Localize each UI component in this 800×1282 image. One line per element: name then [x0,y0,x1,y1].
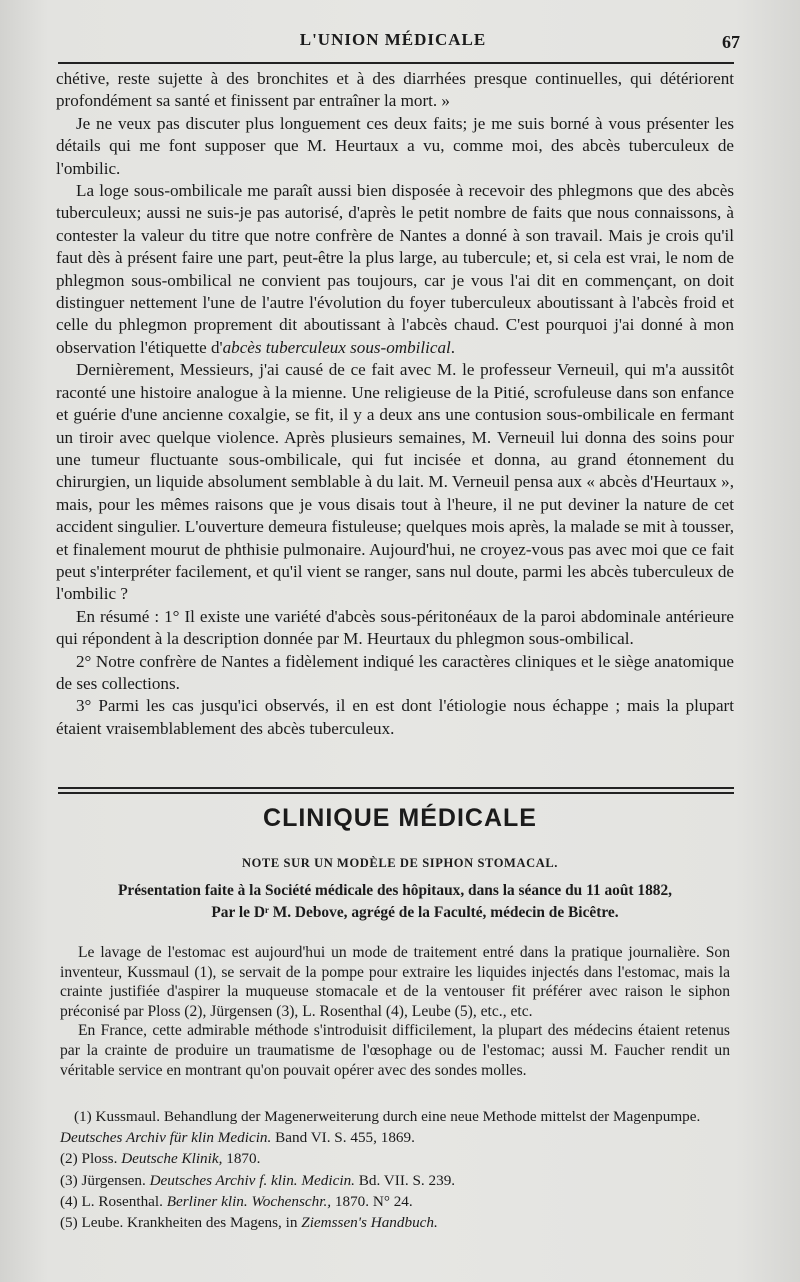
article-subtitle: NOTE SUR UN MODÈLE DE SIPHON STOMACAL. [241,856,558,870]
paragraph: 3° Parmi les cas jusqu'ici observés, il en est dont l'étiologie nous échappe ; mais la plupart étaient vraisemblablement des abcès tuberculeux. [56,696,734,738]
section-rule [58,792,734,794]
emphasis-label: abcès tuberculeux sous-ombilical [222,337,451,357]
paragraph: Je ne veux pas discuter plus longuement ces deux faits; je me suis borné à vous présenter les détails qui me font supposer que M. Heurtaux a vu, comme moi, des abcès tuberculeux de l'ombilic. [56,113,734,178]
paragraph: Le lavage de l'estomac est aujourd'hui un mode de traitement entré dans la pratique journalière. Son inventeur, Kussmaul (1), se servait de la pompe pour extraire les liquides injectés dans l'estomac, mais la crainte justifiée d'aspirer la muqueuse stomacale et de la ventouser fit préférer avec raison le siphon préconisé par Ploss (2), Jürgensen (3), L. Rosenthal (4), Leube (5), etc., etc. [60,944,730,1020]
paragraph: 2° Notre confrère de Nantes a fidèlement indiqué les caractères cliniques et le siège anatomique de ses collections. [56,651,734,693]
footnote: (4) L. Rosenthal. Berliner klin. Wochenschr., 1870. N° 24. [60,1192,413,1210]
article-continuation [56,68,734,740]
paragraph: En résumé : 1° Il existe une variété d'abcès sous-péritonéaux de la paroi abdominale antérieure qui répondent à la description donnée par M. Heurtaux du phlegmon sous-ombilical. [56,606,734,649]
page-number: 67 [722,32,740,52]
presentation-note [60,880,730,924]
running-head [52,30,740,56]
footnote: (5) Leube. Krankheiten des Magens, in Ziemssen's Handbuch. [60,1214,438,1232]
author-line: Par le Dʳ M. Debove, agrégé de la Faculté, médecin de Bicêtre. [211,904,619,921]
paragraph-text: La loge sous-ombilicale me paraît aussi bien disposée à recevoir des phlegmons que des abcès tuberculeux; aussi ne suis-je pas autorisé, d'après le petit nombre de faits que nous connaissons, à contester la valeur du titre que notre confrère de Nantes a donné à son travail. Mais je crois qu'il faut dès à présent faire une part, peut-être la plus large, au tubercule; et, si cela est vrai, le nom de phlegmon sous-ombilical ne convient pas toujours, car je vous l'ai dit en commençant, on doit distinguer nettement l'une de l'autre l'évolution du foyer tuberculeux aboutissant à l'abcès froid et celle du phlegmon proprement dit aboutissant à l'abcès chaud. C'est pourquoi j'ai donné à mon observation l'étiquette d' [56,181,734,357]
header-rule [58,62,734,64]
presentation-line: Présentation faite à la Société médicale des hôpitaux, dans la séance du 11 août 1882, [117,882,673,899]
emphasis-tail: . [450,337,456,357]
paragraph: En France, cette admirable méthode s'introduisit difficilement, la plupart des médecins étaient retenus par la crainte de produire un traumatisme de l'œsophage ou de l'estomac; aussi M. Faucher rendit un véritable service en montrant qu'on pouvait opérer avec des sondes molles. [60,1022,730,1079]
footnotes [60,1106,730,1233]
paragraph: Dernièrement, Messieurs, j'ai causé de ce fait avec M. le professeur Verneuil, qui m'a aussitôt raconté une histoire analogue à la mienne. Une religieuse de la Pitié, scrofuleuse dans son enfance et guérie d'une ancienne coxalgie, se fit, il y a deux ans une contusion sous-ombilicale en fermant un tiroir avec quelque violence. Après plusieurs semaines, M. Verneuil lui donna des soins pour une tumeur fluctuante sous-ombilicale, qui fut incisée et donna, au grand étonnement du chirurgien, un liquide absolument semblable à du lait. M. Verneuil pensa aux « abcès d'Heurtaux », mais, pour les mêmes raisons que je vous disais tout à l'heure, il ne put deviner la nature de cet accident singulier. L'ouverture demeura fistuleuse; quelques mois après, la malade se mit à tousser, et finalement mourut de phthisie pulmonaire. Aujourd'hui, ne croyez-vous pas avec moi que ce fait peut s'interpréter facilement, et qu'il vient se ranger, sans nul doute, parmi les abcès tuberculeux de l'ombilic ? [56,360,734,604]
article-body [60,943,730,1080]
section-rule [58,787,734,789]
paragraph [56,180,734,359]
footnote: (3) Jürgensen. Deutsches Archiv f. klin. Medicin. Bd. VII. S. 239. [60,1171,456,1189]
paragraph: chétive, reste sujette à des bronchites et à des diarrhées presque continuelles, qui détériorent profondément sa santé et finissent par entraîner la mort. » [56,69,734,111]
footnote: (2) Ploss. Deutsche Klinik, 1870. [60,1150,261,1168]
section-title: CLINIQUE MÉDICALE [263,804,537,832]
footnote: (1) Kussmaul. Behandlung der Magenerweiterung durch eine neue Methode mittelst der Magenpumpe. Deutsches Archiv für klin Medicin. Band VI. S. 455, 1869. [60,1108,701,1147]
journal-title: L'UNION MÉDICALE [299,30,487,49]
